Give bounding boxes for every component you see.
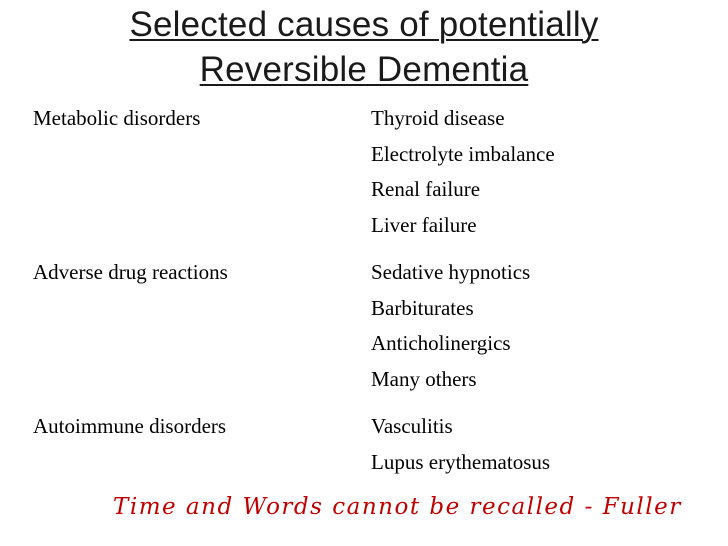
category-label: Metabolic disorders xyxy=(33,106,201,130)
cause-group-metabolic xyxy=(33,101,713,243)
cause-list xyxy=(371,255,713,397)
cause-item: Barbiturates xyxy=(371,295,474,320)
cause-group-autoimmune xyxy=(33,409,713,480)
causes-table xyxy=(33,101,713,492)
cause-item: Lupus erythematosus xyxy=(371,449,551,474)
cause-list xyxy=(371,409,713,480)
cause-list xyxy=(371,101,713,243)
cause-item: Many others xyxy=(371,366,477,391)
slide-title xyxy=(0,2,728,92)
cause-item: Renal failure xyxy=(371,177,481,201)
cause-item: Sedative hypnotics xyxy=(371,260,531,284)
title-line-1: Selected causes of potentially xyxy=(129,5,599,44)
cause-item: Electrolyte imbalance xyxy=(371,141,555,166)
footer-quote: Time and Words cannot be recalled - Fuller xyxy=(113,494,682,520)
cause-item: Anticholinergics xyxy=(371,331,511,355)
cause-group-drug-reactions xyxy=(33,255,713,397)
cause-item: Vasculitis xyxy=(371,414,453,438)
category-label: Adverse drug reactions xyxy=(33,260,228,284)
category-label: Autoimmune disorders xyxy=(33,414,227,438)
cause-item: Liver failure xyxy=(371,212,477,237)
cause-item: Thyroid disease xyxy=(371,106,505,130)
title-line-2: Reversible Dementia xyxy=(199,50,529,89)
